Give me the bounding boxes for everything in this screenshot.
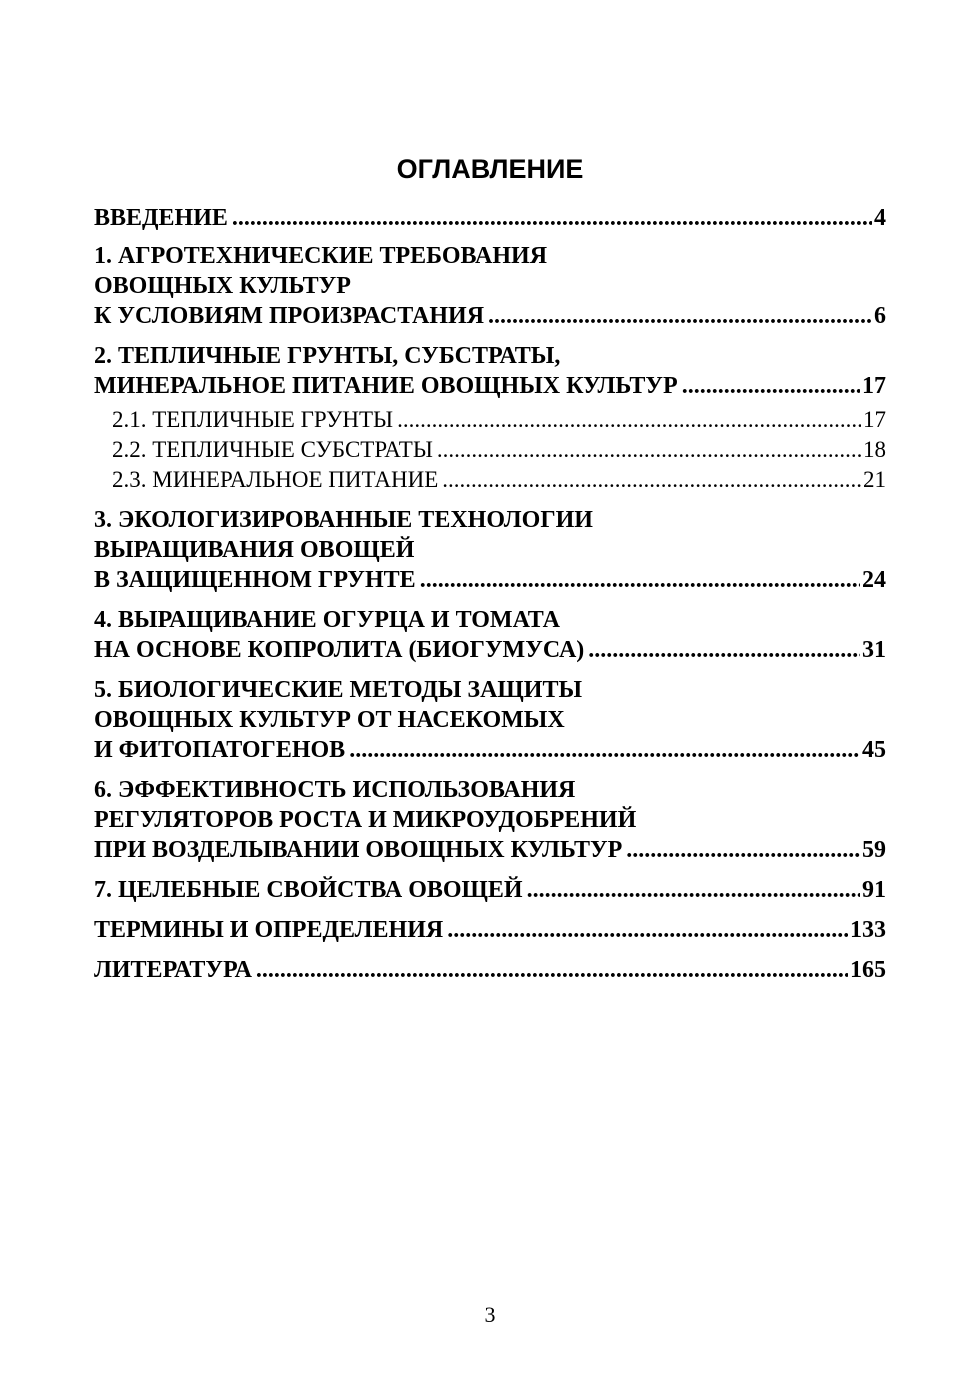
toc-page-number: 165: [850, 957, 886, 983]
dot-leader: [232, 203, 872, 233]
toc-entry-title: ЛИТЕРАТУРА: [94, 957, 252, 983]
dot-leader: [488, 301, 872, 331]
toc-entry-title: ТЕРМИНЫ И ОПРЕДЕЛЕНИЯ: [94, 917, 444, 943]
dot-leader: [447, 915, 848, 945]
toc-page-number: 18: [863, 437, 886, 462]
dot-leader: [437, 435, 861, 465]
dot-leader: [588, 635, 860, 665]
toc-subsections: [112, 405, 886, 495]
toc-page-number: 17: [862, 373, 886, 399]
toc-page-number: 24: [862, 567, 886, 593]
table-of-contents: [94, 203, 886, 995]
dot-leader: [527, 875, 860, 905]
dot-leader: [349, 735, 860, 765]
toc-page-number: 45: [862, 737, 886, 763]
toc-entry-line: 2. ТЕПЛИЧНЫЕ ГРУНТЫ, СУБСТРАТЫ,: [94, 343, 561, 369]
dot-leader: [626, 835, 860, 865]
toc-page-number: 31: [862, 637, 886, 663]
toc-page-number: 6: [874, 303, 886, 329]
toc-entry-line: ОВОЩНЫХ КУЛЬТУР: [94, 273, 351, 299]
toc-subentry-title: 2.3. МИНЕРАЛЬНОЕ ПИТАНИЕ: [112, 467, 439, 492]
toc-entry-chapter-6[interactable]: [94, 775, 886, 865]
toc-entry-chapter-3[interactable]: [94, 505, 886, 595]
toc-entry-chapter-2[interactable]: [94, 341, 886, 401]
toc-entry-line: ОВОЩНЫХ КУЛЬТУР ОТ НАСЕКОМЫХ: [94, 707, 565, 733]
dot-leader: [397, 405, 861, 435]
toc-entry-line: 6. ЭФФЕКТИВНОСТЬ ИСПОЛЬЗОВАНИЯ: [94, 777, 576, 803]
toc-entry-title: В ЗАЩИЩЕННОМ ГРУНТЕ: [94, 567, 416, 593]
toc-entry-literature[interactable]: [94, 955, 886, 985]
toc-page-number: 17: [863, 407, 886, 432]
dot-leader: [256, 955, 848, 985]
toc-subentry-title: 2.2. ТЕПЛИЧНЫЕ СУБСТРАТЫ: [112, 437, 433, 462]
page-number: 3: [484, 1302, 496, 1327]
page-title: ОГЛАВЛЕНИЕ: [396, 154, 584, 184]
toc-page-number: 21: [863, 467, 886, 492]
toc-entry-line: 1. АГРОТЕХНИЧЕСКИЕ ТРЕБОВАНИЯ: [94, 243, 548, 269]
toc-entry-title: 7. ЦЕЛЕБНЫЕ СВОЙСТВА ОВОЩЕЙ: [94, 877, 523, 903]
toc-entry-line: РЕГУЛЯТОРОВ РОСТА И МИКРОУДОБРЕНИЙ: [94, 807, 637, 833]
toc-entry-title: НА ОСНОВЕ КОПРОЛИТА (БИОГУМУСА): [94, 637, 585, 663]
toc-entry-line: 5. БИОЛОГИЧЕСКИЕ МЕТОДЫ ЗАЩИТЫ: [94, 677, 583, 703]
dot-leader: [682, 371, 860, 401]
dot-leader: [442, 465, 861, 495]
toc-entry-chapter-4[interactable]: [94, 605, 886, 665]
toc-entry-line: 4. ВЫРАЩИВАНИЕ ОГУРЦА И ТОМАТА: [94, 607, 560, 633]
toc-page-number: 59: [862, 837, 886, 863]
toc-subentry-2-3[interactable]: [112, 465, 886, 495]
toc-entry-line: ВЫРАЩИВАНИЯ ОВОЩЕЙ: [94, 537, 415, 563]
toc-entry-chapter-1[interactable]: [94, 241, 886, 331]
toc-entry-title: ПРИ ВОЗДЕЛЫВАНИИ ОВОЩНЫХ КУЛЬТУР: [94, 837, 623, 863]
toc-page-number: 91: [862, 877, 886, 903]
dot-leader: [420, 565, 860, 595]
toc-subentry-title: 2.1. ТЕПЛИЧНЫЕ ГРУНТЫ: [112, 407, 394, 432]
toc-entry-title: ВВЕДЕНИЕ: [94, 205, 228, 231]
toc-entry-introduction[interactable]: [94, 203, 886, 233]
toc-entry-title: И ФИТОПАТОГЕНОВ: [94, 737, 346, 763]
toc-subentry-2-1[interactable]: [112, 405, 886, 435]
toc-page-number: 4: [874, 205, 886, 231]
toc-entry-chapter-5[interactable]: [94, 675, 886, 765]
toc-entry-chapter-7[interactable]: [94, 875, 886, 905]
toc-entry-title: К УСЛОВИЯМ ПРОИЗРАСТАНИЯ: [94, 303, 485, 329]
toc-subentry-2-2[interactable]: [112, 435, 886, 465]
toc-entry-glossary[interactable]: [94, 915, 886, 945]
toc-page-number: 133: [850, 917, 886, 943]
toc-entry-title: МИНЕРАЛЬНОЕ ПИТАНИЕ ОВОЩНЫХ КУЛЬТУР: [94, 373, 678, 399]
toc-entry-line: 3. ЭКОЛОГИЗИРОВАННЫЕ ТЕХНОЛОГИИ: [94, 507, 593, 533]
